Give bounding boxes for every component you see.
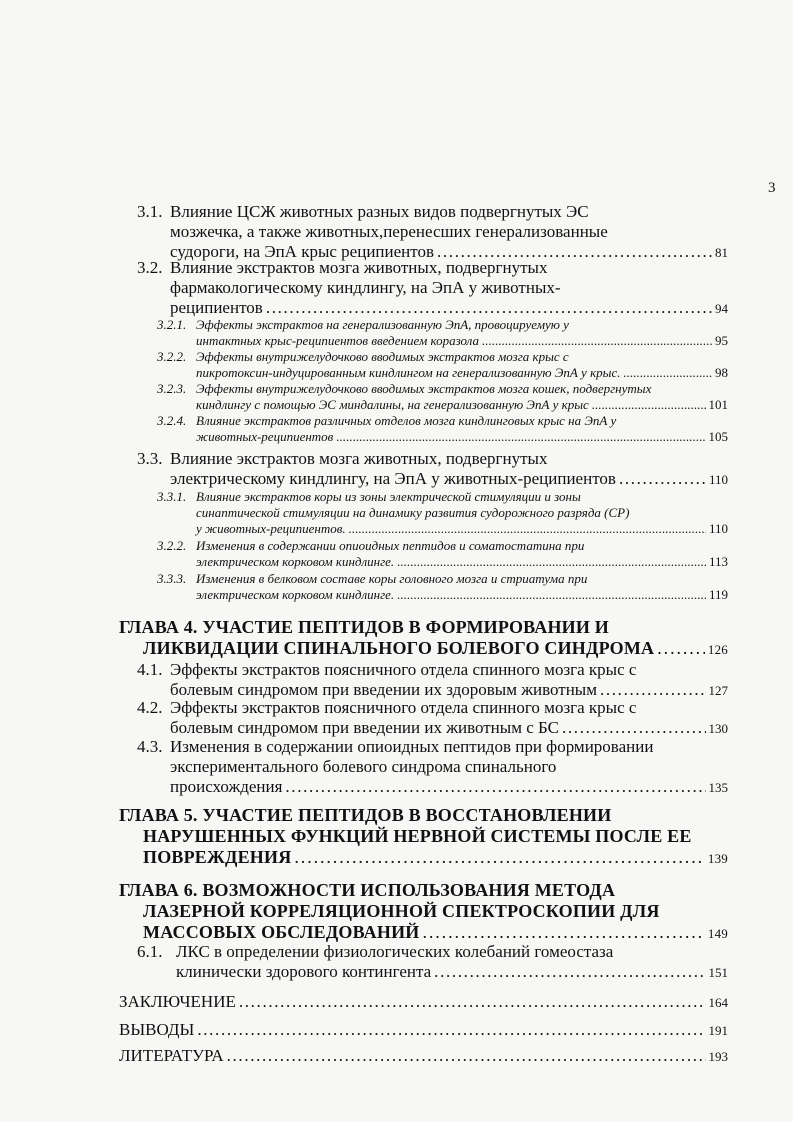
page-ref: 81: [715, 245, 728, 260]
section-number: 3.2.1.: [157, 317, 187, 332]
section-number: 3.2.3.: [157, 381, 187, 396]
entry-text-line: Влияние экстрактов коры из зоны электрической стимуляции и зоны: [196, 489, 581, 504]
dot-leader: [294, 847, 704, 868]
page-ref: 135: [708, 780, 728, 795]
dot-leader: [434, 962, 705, 982]
chapter-title-line: ГЛАВА 5. УЧАСТИЕ ПЕПТИДОВ В ВОССТАНОВЛЕНИИ: [119, 805, 612, 825]
section-number: 3.1.: [137, 202, 163, 221]
entry-text-line: Эффекты внутрижелудочково вводимых экстрактов мозга кошек, подвергнутых: [196, 381, 652, 396]
entry-text-line: фармакологическому киндлингу, на ЭпА у животных-: [170, 278, 561, 297]
page-ref: 94: [715, 301, 728, 316]
page-ref: 110: [708, 521, 728, 536]
toc-entry-3-2-4[interactable]: [157, 413, 728, 445]
toc-conclusion[interactable]: [119, 992, 728, 1013]
toc-entry-4-2[interactable]: [137, 698, 728, 739]
page-ref: 95: [715, 333, 728, 348]
entry-text-line: электрическом корковом киндлинге.: [196, 587, 395, 602]
section-number: 3.3.1.: [157, 489, 187, 504]
toc-entry-4-3[interactable]: [137, 737, 728, 798]
entry-text-line: мозжечка, а также животных,перенесших генерализованные: [170, 222, 608, 241]
dot-leader: [397, 554, 706, 570]
page-ref: 130: [708, 721, 728, 736]
chapter-title-line: ГЛАВА 4. УЧАСТИЕ ПЕПТИДОВ В ФОРМИРОВАНИИ И: [119, 617, 609, 637]
section-number: 6.1.: [137, 942, 163, 961]
dot-leader: [619, 469, 706, 489]
dot-leader: [227, 1046, 706, 1066]
entry-text-line: пикротоксин-индуцированным киндлингом на генерализованную ЭпА у крыс.: [196, 365, 621, 380]
section-number: 4.1.: [137, 660, 163, 679]
section-number: 3.3.3.: [157, 571, 187, 586]
toc-entry-3-2-3[interactable]: [157, 381, 728, 413]
toc-chapter-6[interactable]: [119, 880, 728, 944]
entry-text-line: синаптической стимуляции на динамику развития судорожного разряда (СР): [196, 505, 630, 520]
section-number: 3.2.2.: [157, 349, 187, 364]
entry-text-line: ЛКС в определении физиологических колебаний гомеостаза: [176, 942, 614, 961]
entry-text-line: электрическом корковом киндлинге.: [196, 554, 395, 569]
entry-text-line: болевым синдромом при введении их животным с БС: [170, 718, 559, 737]
dot-leader: [397, 587, 706, 603]
page-ref: 149: [707, 926, 728, 941]
page-ref: 126: [707, 642, 728, 657]
toc-chapter-4[interactable]: [119, 617, 728, 660]
entry-text-line: у животных-реципиентов.: [196, 521, 346, 536]
toc-chapter-5[interactable]: [119, 805, 728, 869]
chapter-title-line: ЛИКВИДАЦИИ СПИНАЛЬНОГО БОЛЕВОГО СИНДРОМА: [143, 638, 655, 658]
chapter-title-line: ЛАЗЕРНОЙ КОРРЕЛЯЦИОННОЙ СПЕКТРОСКОПИИ ДЛЯ: [143, 901, 660, 921]
page-ref: 119: [708, 587, 728, 602]
entry-text-line: Эффекты экстрактов на генерализованную ЭпА, провоцируемую у: [196, 317, 569, 332]
entry-text-line: Эффекты внутрижелудочково вводимых экстрактов мозга крыс с: [196, 349, 569, 364]
section-number: 3.2.2.: [157, 538, 187, 553]
entry-text-line: интактных крыс-реципиентов введением коразола: [196, 333, 479, 348]
toc-entry-4-1[interactable]: [137, 660, 728, 701]
dot-leader: [592, 397, 706, 413]
page-ref: 164: [708, 995, 728, 1010]
dot-leader: [657, 638, 705, 659]
section-number: 3.2.4.: [157, 413, 187, 428]
toc-literature[interactable]: [119, 1046, 728, 1067]
entry-text-line: Изменения в содержании опиоидных пептидов и соматостатина при: [196, 538, 585, 553]
entry-text-line: Изменения в содержании опиоидных пептидов при формировании: [170, 737, 654, 756]
dot-leader: [336, 429, 705, 445]
entry-text-line: Влияние экстрактов мозга животных, подвергнутых: [170, 449, 548, 468]
dot-leader: [239, 992, 706, 1012]
entry-title: ЗАКЛЮЧЕНИЕ: [119, 992, 236, 1011]
toc-entry-3-3[interactable]: [137, 449, 728, 490]
page-ref: 110: [708, 472, 728, 487]
toc-entry-3-2-1[interactable]: [157, 317, 728, 349]
dot-leader: [266, 298, 712, 318]
entry-text-line: клинически здорового контингента: [176, 962, 432, 981]
entry-text-line: происхождения: [170, 777, 283, 796]
entry-title: ВЫВОДЫ: [119, 1020, 195, 1039]
dot-leader: [285, 777, 705, 797]
dot-leader: [197, 1020, 705, 1040]
page-ref: 113: [708, 554, 728, 569]
page-ref: 191: [708, 1023, 728, 1038]
toc-entry-3-1[interactable]: [137, 202, 728, 263]
page-ref: 105: [708, 429, 728, 444]
entry-text-line: Влияние ЦСЖ животных разных видов подвергнутых ЭС: [170, 202, 589, 221]
dot-leader: [482, 333, 712, 349]
entry-text-line: киндлингу с помощью ЭС миндалины, на генерализованную ЭпА у крыс: [196, 397, 589, 412]
entry-text-line: Влияние экстрактов мозга животных, подвергнутых: [170, 258, 548, 277]
section-number: 3.3.: [137, 449, 163, 468]
toc-entry-3-3-1[interactable]: [157, 489, 728, 537]
dot-leader: [600, 680, 706, 700]
dot-leader: [422, 922, 704, 943]
entry-text-line: электрическому киндлингу, на ЭпА у животных-реципиентов: [170, 469, 616, 488]
chapter-title-line: МАССОВЫХ ОБСЛЕДОВАНИЙ: [143, 922, 420, 942]
entry-text-line: болевым синдромом при введении их здоровым животным: [170, 680, 597, 699]
entry-text-line: Эффекты экстрактов поясничного отдела спинного мозга крыс с: [170, 660, 637, 679]
entry-text-line: Изменения в белковом составе коры головного мозга и стриатума при: [196, 571, 588, 586]
chapter-title-line: ПОВРЕЖДЕНИЯ: [143, 847, 292, 867]
entry-text-line: Влияние экстрактов различных отделов мозга киндлинговых крыс на ЭпА у: [196, 413, 617, 428]
toc-entry-3-3-3[interactable]: [157, 571, 728, 603]
section-number: 4.2.: [137, 698, 163, 717]
dot-leader: [623, 365, 712, 381]
page-ref: 193: [708, 1049, 728, 1064]
page-number: 3: [768, 180, 776, 196]
chapter-title-line: НАРУШЕННЫХ ФУНКЦИЙ НЕРВНОЙ СИСТЕМЫ ПОСЛЕ ЕЕ: [143, 826, 692, 846]
page-ref: 127: [708, 683, 728, 698]
section-number: 3.2.: [137, 258, 163, 277]
entry-text-line: животных-реципиентов: [196, 429, 334, 444]
dot-leader: [349, 521, 706, 537]
page-ref: 139: [707, 851, 728, 866]
entry-text-line: реципиентов: [170, 298, 263, 317]
toc-entry-6-1[interactable]: [137, 942, 728, 983]
entry-text-line: экспериментального болевого синдрома спинального: [170, 757, 557, 776]
toc-entry-3-2-2[interactable]: [157, 349, 728, 381]
page-ref: 101: [708, 397, 728, 412]
toc-entry-3-2[interactable]: [137, 258, 728, 319]
entry-text-line: Эффекты экстрактов поясничного отдела спинного мозга крыс с: [170, 698, 637, 717]
chapter-title-line: ГЛАВА 6. ВОЗМОЖНОСТИ ИСПОЛЬЗОВАНИЯ МЕТОДА: [119, 880, 616, 900]
page-ref: 151: [708, 965, 728, 980]
entry-title: ЛИТЕРАТУРА: [119, 1046, 224, 1065]
section-number: 4.3.: [137, 737, 163, 756]
toc-findings[interactable]: [119, 1020, 728, 1041]
page-ref: 98: [715, 365, 728, 380]
dot-leader: [562, 718, 706, 738]
entry-text-line: судороги, на ЭпА крыс реципиентов: [170, 242, 434, 261]
toc-entry-3-3-2[interactable]: [157, 538, 728, 570]
